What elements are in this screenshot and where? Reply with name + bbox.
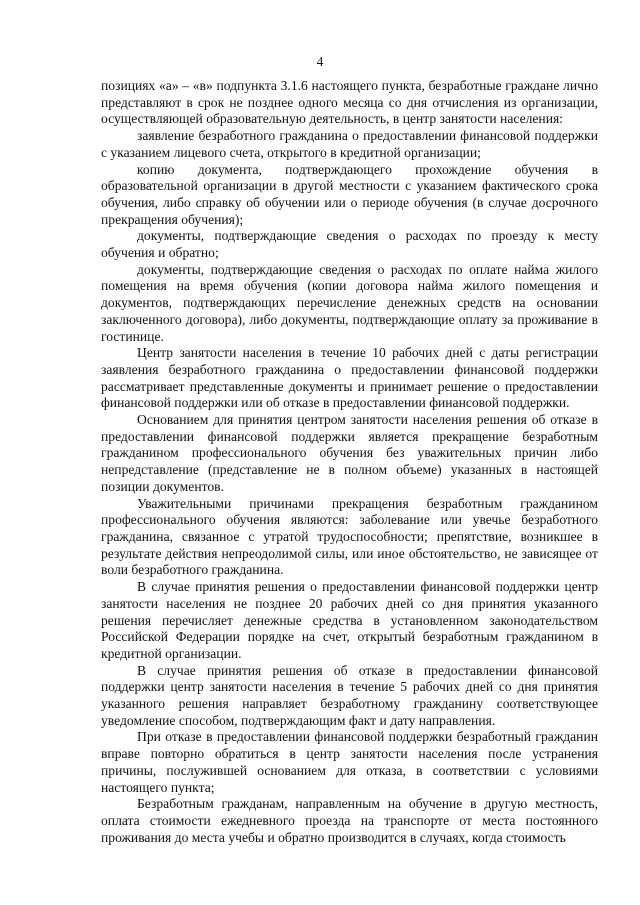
paragraph-reapplication: При отказе в предоставлении финансовой поддержки безработный гражданин вправе повторно обратиться в центр занятости населения после устранения причины, послужившей основанием для отказа, в соответствии с условиями настоящего пункта; — [101, 729, 598, 795]
document-body — [101, 78, 598, 846]
paragraph-refusal-notice: В случае принятия решения об отказе в предоставлении финансовой поддержки центр занятости населения в течение 5 рабочих дней со дня принятия указанного решения направляет безработному гражданину соответствующее уведомление способом, подтверждающим факт и дату направления. — [101, 662, 598, 728]
paragraph-payment-transfer: В случае принятия решения о предоставлении финансовой поддержки центр занятости населения не позднее 20 рабочих дней со дня принятия указанного решения перечисляет денежные средства в установленном законодательством Российской Федерации порядке на счет, открытый безработным гражданином в кредитной организации. — [101, 579, 598, 661]
paragraph-housing-expenses: документы, подтверждающие сведения о расходах по оплате найма жилого помещения на время обучения (копии договора найма жилого помещения и документов, подтверждающих перечисление денежных средств на основании заключенного договора), либо документы, подтверждающие оплату за проживание в гостинице. — [101, 261, 598, 344]
page-number: 4 — [316, 54, 324, 69]
paragraph-travel-expenses: документы, подтверждающие сведения о расходах по проезду к месту обучения и обратно; — [101, 228, 598, 261]
paragraph-continuation: позициях «а» – «в» подпункта 3.1.6 настоящего пункта, безработные граждане лично представляют в срок не позднее одного месяца со дня отчисления из организации, осуществляющей образовательную деятельность, в центр занятости населения: — [101, 78, 598, 127]
paragraph-application-statement: заявление безработного гражданина о предоставлении финансовой поддержки с указанием лицевого счета, открытого в кредитной организации; — [101, 128, 598, 160]
paragraph-refusal-grounds: Основанием для принятия центром занятости населения решения об отказе в предоставлении финансовой поддержки является прекращение безработным гражданином профессионального обучения без уважительных причин либо непредставление (представление не в полном объеме) указанных в настоящей позиции документов. — [101, 412, 598, 494]
paragraph-daily-travel: Безработным гражданам, направленным на обучение в другую местность, оплата стоимости ежедневного проезда на транспорте от места постоянного проживания до места учебы и обратно производится в случаях, когда стоимость — [101, 796, 598, 845]
paragraph-training-document-copy: копию документа, подтверждающего прохождение обучения в образовательной организации в другой местности с указанием фактического срока обучения, либо справку об обучении или о периоде обучения (в случае досрочного прекращения обучения); — [101, 161, 598, 227]
paragraph-review-period: Центр занятости населения в течение 10 рабочих дней с даты регистрации заявления безработного гражданина о предоставлении финансовой поддержки рассматривает представленные документы и принимает решение о предоставлении финансовой поддержки или об отказе в предоставлении финансовой поддержки. — [101, 345, 598, 411]
paragraph-valid-reasons: Уважительными причинами прекращения безработным гражданином профессионального обучения являются: заболевание или увечье безработного гражданина, связанное с утратой трудоспособности; препятствие, возникшее в результате действия непреодолимой силы, или иное обстоятельство, не зависящее от воли безработного гражданина. — [101, 495, 598, 578]
